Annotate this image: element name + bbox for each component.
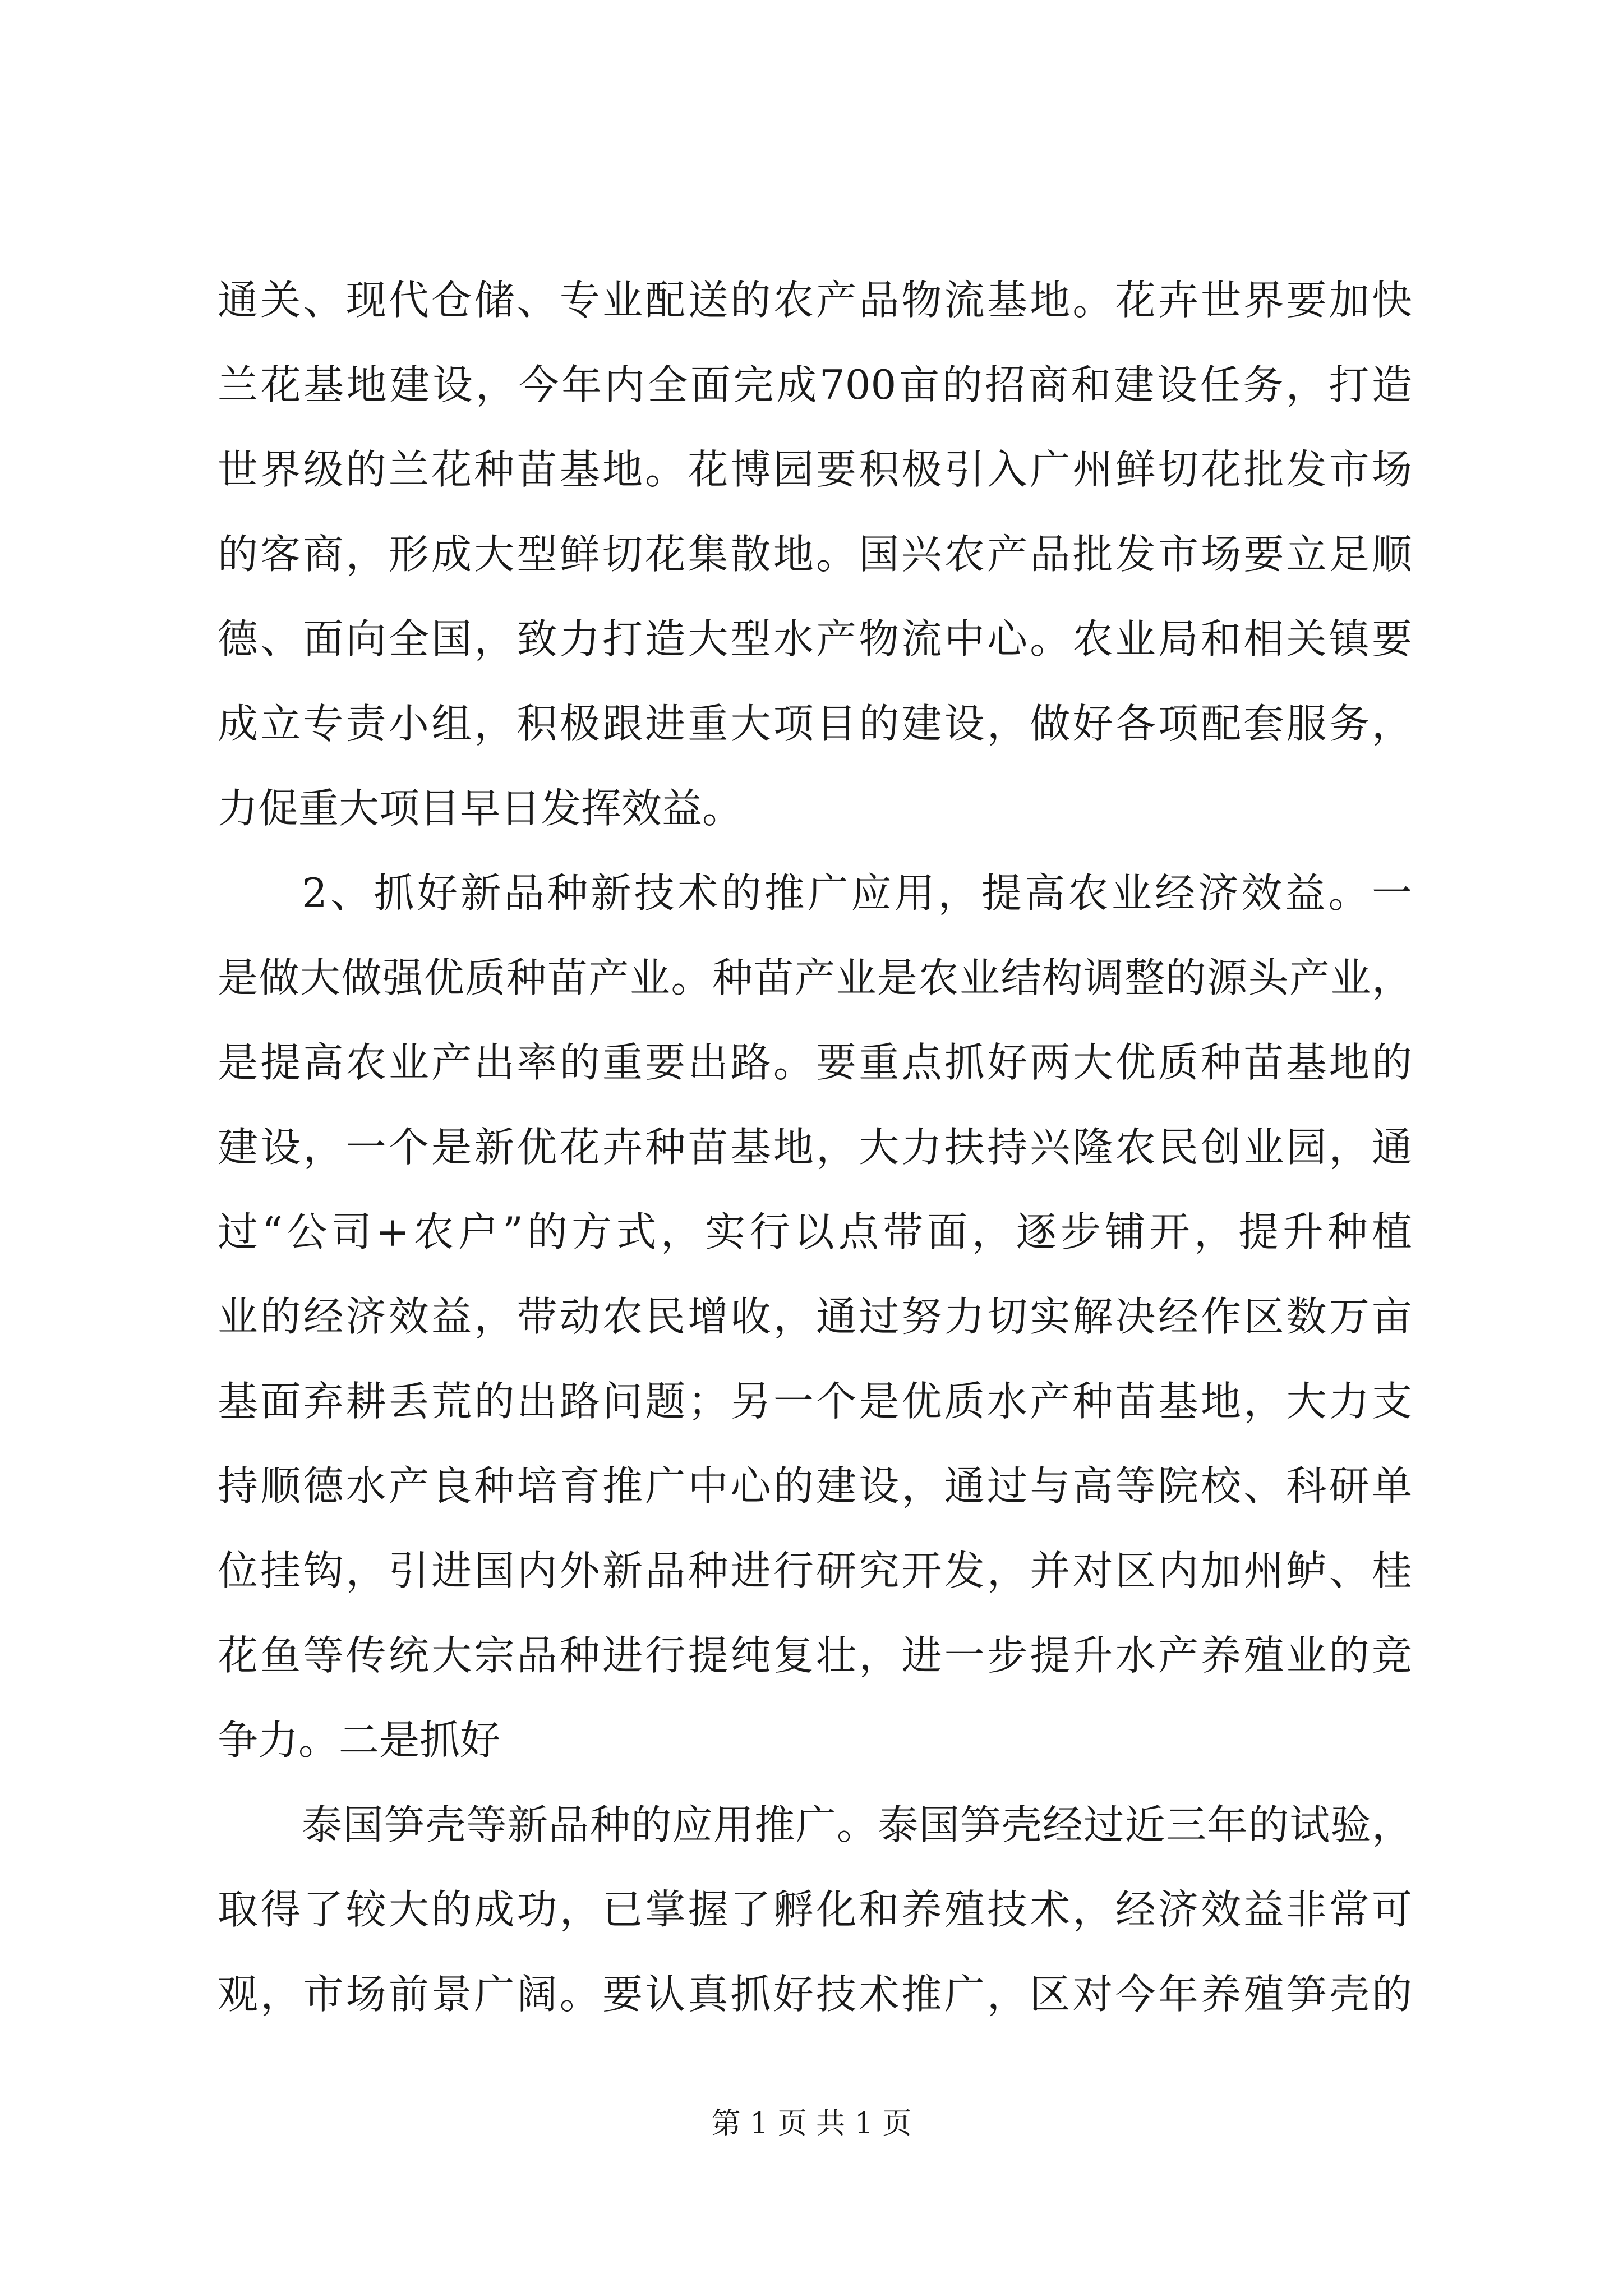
text-line: 是做大做强优质种苗产业。种苗产业是农业结构调整的源头产业， <box>218 954 1412 1001</box>
paragraph-start-line: 2、抓好新品种新技术的推广应用，提高农业经济效益。一 <box>302 869 1412 917</box>
text-line: 位挂钩，引进国内外新品种进行研究开发，并对区内加州鲈、桂 <box>218 1547 1412 1594</box>
text-line: 持顺德水产良种培育推广中心的建设，通过与高等院校、科研单 <box>218 1462 1412 1510</box>
paragraph-start-line: 泰国笋壳等新品种的应用推广。泰国笋壳经过近三年的试验， <box>302 1801 1412 1848</box>
text-line: 业的经济效益，带动农民增收，通过努力切实解决经作区数万亩 <box>218 1293 1412 1340</box>
text-line: 德、面向全国，致力打造大型水产物流中心。农业局和相关镇要 <box>218 615 1412 662</box>
text-line: 基面弃耕丢荒的出路问题；另一个是优质水产种苗基地，大力支 <box>218 1378 1412 1425</box>
text-line: 过“公司+农户”的方式，实行以点带面，逐步铺开，提升种植 <box>218 1208 1412 1255</box>
text-line: 观，市场前景广阔。要认真抓好技术推广，区对今年养殖笋壳的 <box>218 1971 1412 2018</box>
text-line: 世界级的兰花种苗基地。花博园要积极引入广州鲜切花批发市场 <box>218 446 1412 493</box>
text-line: 成立专责小组，积极跟进重大项目的建设，做好各项配套服务， <box>218 700 1412 747</box>
text-line: 通关、现代仓储、专业配送的农产品物流基地。花卉世界要加快 <box>218 277 1412 324</box>
page-number-footer: 第 1 页 共 1 页 <box>711 2107 912 2141</box>
text-line: 的客商，形成大型鲜切花集散地。国兴农产品批发市场要立足顺 <box>218 531 1412 578</box>
text-line: 力促重大项目早日发挥效益。 <box>218 785 743 832</box>
text-line: 争力。二是抓好 <box>218 1717 501 1764</box>
text-line: 是提高农业产出率的重要出路。要重点抓好两大优质种苗基地的 <box>218 1039 1412 1086</box>
text-line: 花鱼等传统大宗品种进行提纯复壮，进一步提升水产养殖业的竞 <box>218 1632 1412 1679</box>
text-line: 兰花基地建设，今年内全面完成700亩的招商和建设任务，打造 <box>218 361 1412 408</box>
text-line: 取得了较大的成功，已掌握了孵化和养殖技术，经济效益非常可 <box>218 1886 1412 1933</box>
text-line: 建设，一个是新优花卉种苗基地，大力扶持兴隆农民创业园，通 <box>218 1124 1412 1171</box>
